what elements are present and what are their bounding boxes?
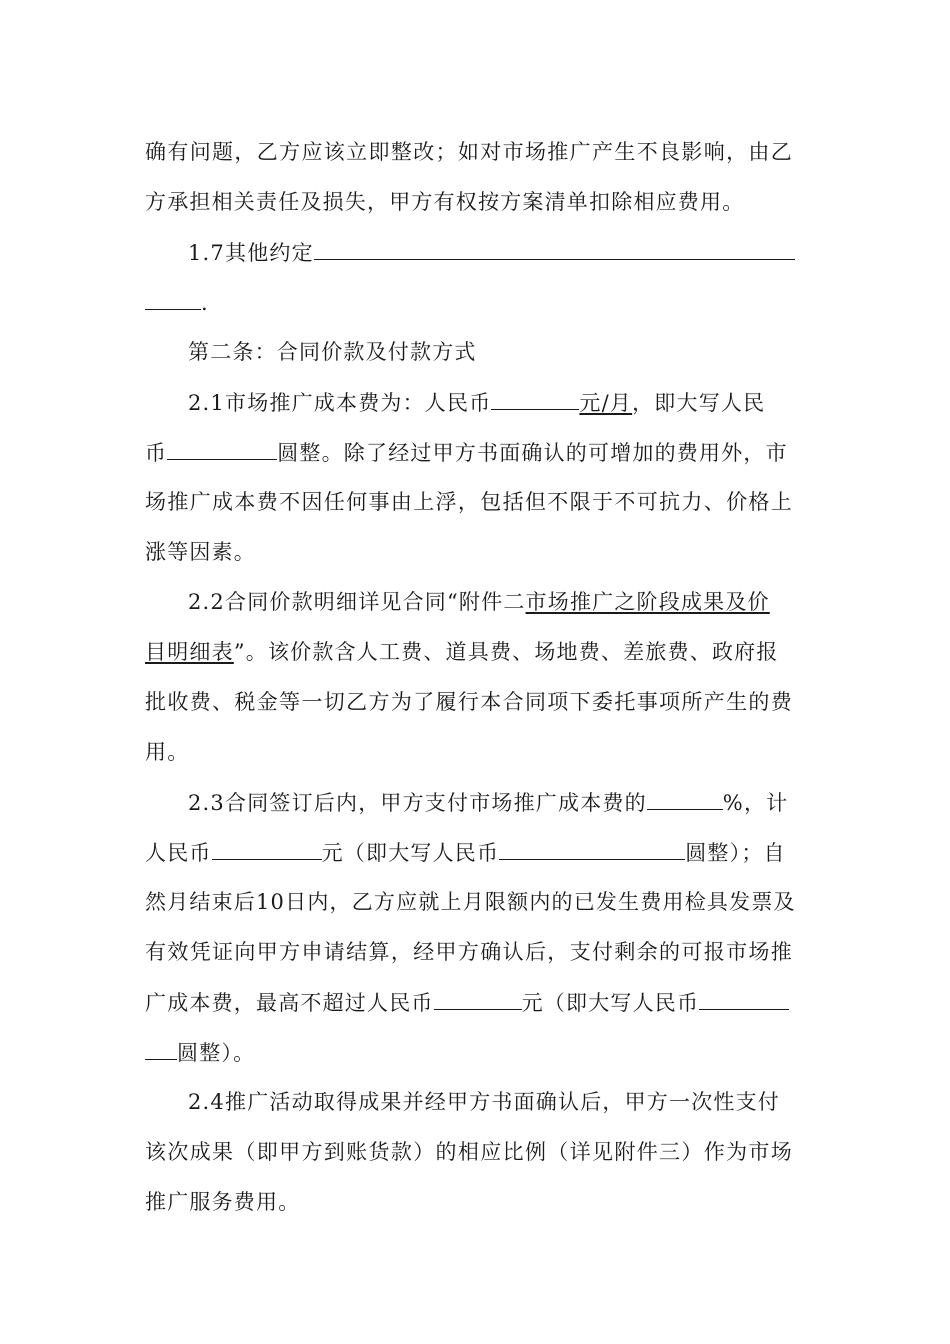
- fill-blank: [699, 987, 789, 1010]
- fill-blank: [167, 437, 277, 460]
- fill-blank: [212, 837, 322, 860]
- clause-2-1: 2.1市场推广成本费为：人民币 元/月，即大写人民: [188, 387, 765, 417]
- clause-2-4: 2.4推广活动取得成果并经甲方书面确认后，甲方一次性支付: [188, 1090, 780, 1114]
- fill-blank: [647, 787, 723, 810]
- clause-label: 1.7其他约定: [188, 241, 314, 265]
- clause-1-7: [188, 237, 795, 267]
- fill-blank: [314, 237, 795, 260]
- fill-blank: [499, 837, 685, 860]
- text-line: .: [145, 287, 209, 317]
- text-line: 批收费、税金等一切乙方为了履行本合同项下委托事项所产生的费: [145, 690, 793, 714]
- text-line: 圆整）。: [145, 1037, 255, 1067]
- section-heading: 第二条：合同价款及付款方式: [188, 340, 477, 364]
- fill-blank: [145, 1037, 177, 1060]
- text-line: 场推广成本费不因任何事由上浮，包括但不限于不可抗力、价格上: [145, 490, 793, 514]
- text-line: 方承担相关责任及损失，甲方有权按方案清单扣除相应费用。: [145, 190, 745, 214]
- text-line: 目明细表”。该价款含人工费、道具费、场地费、差旅费、政府报: [145, 640, 779, 664]
- text-line: 确有问题，乙方应该立即整改；如对市场推广产生不良影响，由乙: [145, 140, 793, 164]
- clause-2-2: 2.2合同价款明细详见合同“附件二市场推广之阶段成果及价: [188, 590, 770, 614]
- text-line: 用。: [145, 740, 190, 764]
- text-line: 该次成果（即甲方到账货款）的相应比例（详见附件三）作为市场: [145, 1140, 793, 1164]
- text-line: 广成本费，最高不超过人民币 元（即大写人民币: [145, 987, 789, 1017]
- text-line: 币 圆整。除了经过甲方书面确认的可增加的费用外，市: [145, 437, 788, 467]
- text-line: 然月结束后10日内，乙方应就上月限额内的已发生费用检具发票及: [145, 890, 796, 914]
- text-line: 人民币 元（即大写人民币 圆整）；自: [145, 837, 786, 867]
- text-line: 推广服务费用。: [145, 1190, 301, 1214]
- fill-blank: [491, 387, 579, 410]
- text-line: 涨等因素。: [145, 540, 256, 564]
- attachment-link: 市场推广之阶段成果及价: [525, 590, 770, 614]
- text-line: 有效凭证向甲方申请结算，经甲方确认后，支付剩余的可报市场推: [145, 940, 793, 964]
- clause-2-3: 2.3合同签订后内，甲方支付市场推广成本费的 %，计: [188, 787, 788, 817]
- fill-blank: [434, 987, 522, 1010]
- fill-blank: [145, 287, 201, 310]
